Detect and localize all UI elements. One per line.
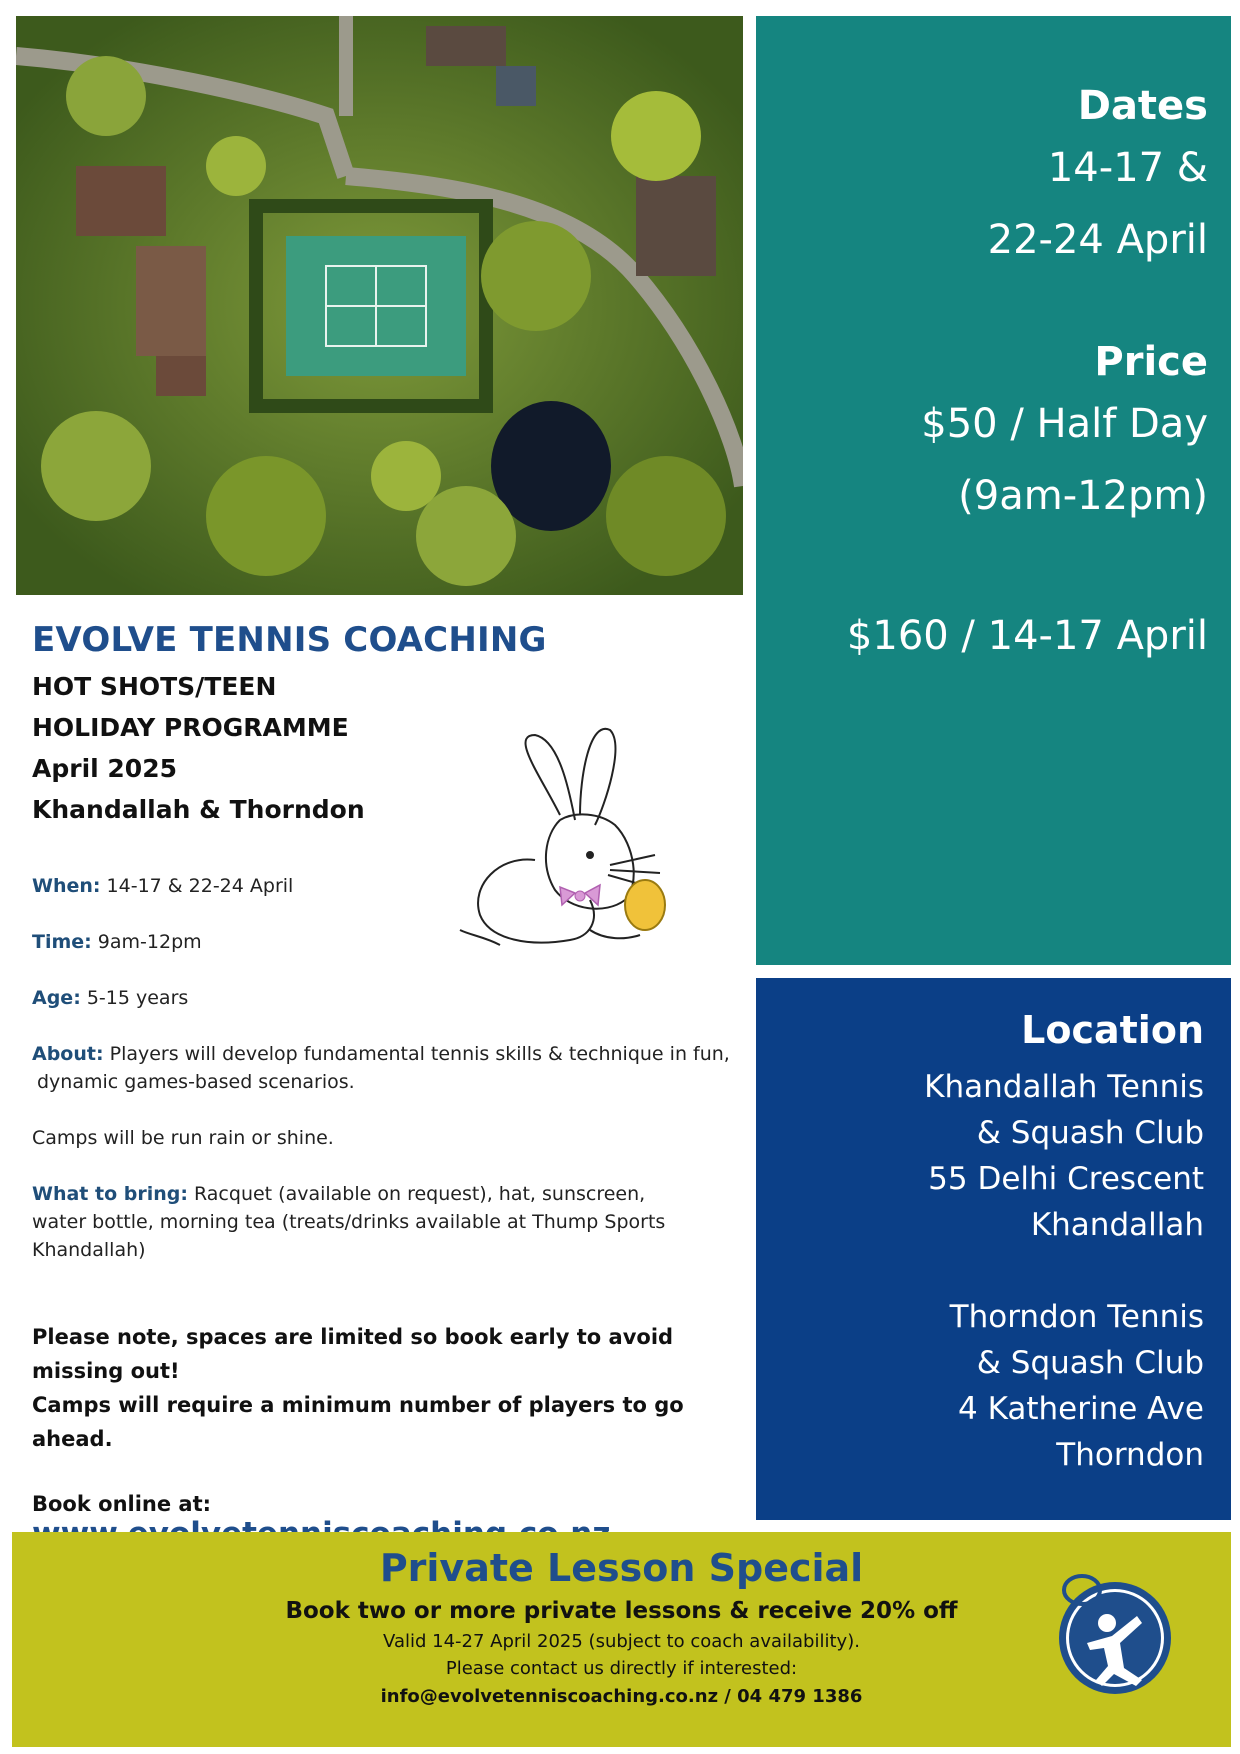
age-value: 5-15 years (80, 987, 189, 1009)
booking-label: Book online at: (32, 1492, 212, 1516)
dates-price-content (768, 80, 1208, 672)
venue2-line: Thorndon (1056, 1437, 1204, 1473)
program-line-1: HOT SHOTS/TEEN (32, 672, 277, 701)
venue1-line: 55 Delhi Crescent (928, 1161, 1204, 1197)
age-row (32, 984, 732, 1012)
note-line-1: Please note, spaces are limited so book early to avoid missing out! (32, 1325, 674, 1383)
venue2-line: & Squash Club (976, 1345, 1204, 1381)
program-line-2: HOLIDAY PROGRAMME (32, 713, 349, 742)
about-value-2: dynamic games-based scenarios. (37, 1071, 355, 1093)
price-line-1: $50 / Half Day (921, 401, 1208, 447)
bring-value-2: water bottle, morning tea (treats/drinks available at Thump Sports (32, 1211, 666, 1233)
dates-line-1: 14-17 & (1047, 145, 1208, 191)
price-line-3: $160 / 14-17 April (846, 613, 1208, 659)
time-value: 9am-12pm (91, 931, 202, 953)
about-label: About: (32, 1043, 104, 1065)
price-heading: Price (1094, 339, 1208, 385)
venue1-line: & Squash Club (976, 1115, 1204, 1151)
location-content (764, 1002, 1204, 1478)
venue1-line: Khandallah (1030, 1207, 1204, 1243)
aerial-photo-drawing (16, 16, 743, 595)
bring-label: What to bring: (32, 1183, 188, 1205)
venue2-line: 4 Katherine Ave (958, 1391, 1204, 1427)
special-contact[interactable]: info@evolvetenniscoaching.co.nz / 04 479 1386 (380, 1686, 863, 1707)
bunny-drawing (440, 715, 690, 955)
age-label: Age: (32, 987, 81, 1009)
price-line-2: (9am-12pm) (958, 473, 1208, 519)
special-subtitle: Book two or more private lessons & receive 20% off (285, 1598, 958, 1624)
location-heading: Location (1021, 1008, 1204, 1052)
time-label: Time: (32, 931, 92, 953)
program-line-3: April 2025 (32, 754, 177, 783)
special-contact-prompt: Please contact us directly if interested: (445, 1658, 798, 1679)
easter-bunny-illustration (440, 715, 690, 955)
bring-value: Racquet (available on request), hat, sunscreen, (187, 1183, 646, 1205)
bring-row (32, 1180, 732, 1264)
when-value: 14-17 & 22-24 April (100, 875, 294, 897)
note-line-2: Camps will require a minimum number of players to go ahead. (32, 1393, 684, 1451)
rain-note: Camps will be run rain or shine. (32, 1127, 334, 1149)
aerial-tennis-court-photo (16, 16, 743, 595)
special-title: Private Lesson Special (379, 1546, 864, 1590)
about-value: Players will develop fundamental tennis skills & technique in fun, (103, 1043, 730, 1065)
about-row (32, 1040, 732, 1096)
dates-heading: Dates (1077, 83, 1208, 129)
bring-value-3: Khandallah) (32, 1239, 146, 1261)
program-title: EVOLVE TENNIS COACHING (32, 620, 547, 660)
dates-line-2: 22-24 April (987, 217, 1208, 263)
private-lesson-content (12, 1532, 1231, 1747)
when-label: When: (32, 875, 101, 897)
evolve-logo-icon (1052, 1568, 1178, 1698)
special-valid: Valid 14-27 April 2025 (subject to coach availability). (383, 1631, 860, 1652)
program-line-4: Khandallah & Thorndon (32, 795, 365, 824)
venue2-line: Thorndon Tennis (949, 1299, 1204, 1335)
venue1-line: Khandallah Tennis (924, 1069, 1204, 1105)
logo-drawing (1052, 1568, 1178, 1698)
